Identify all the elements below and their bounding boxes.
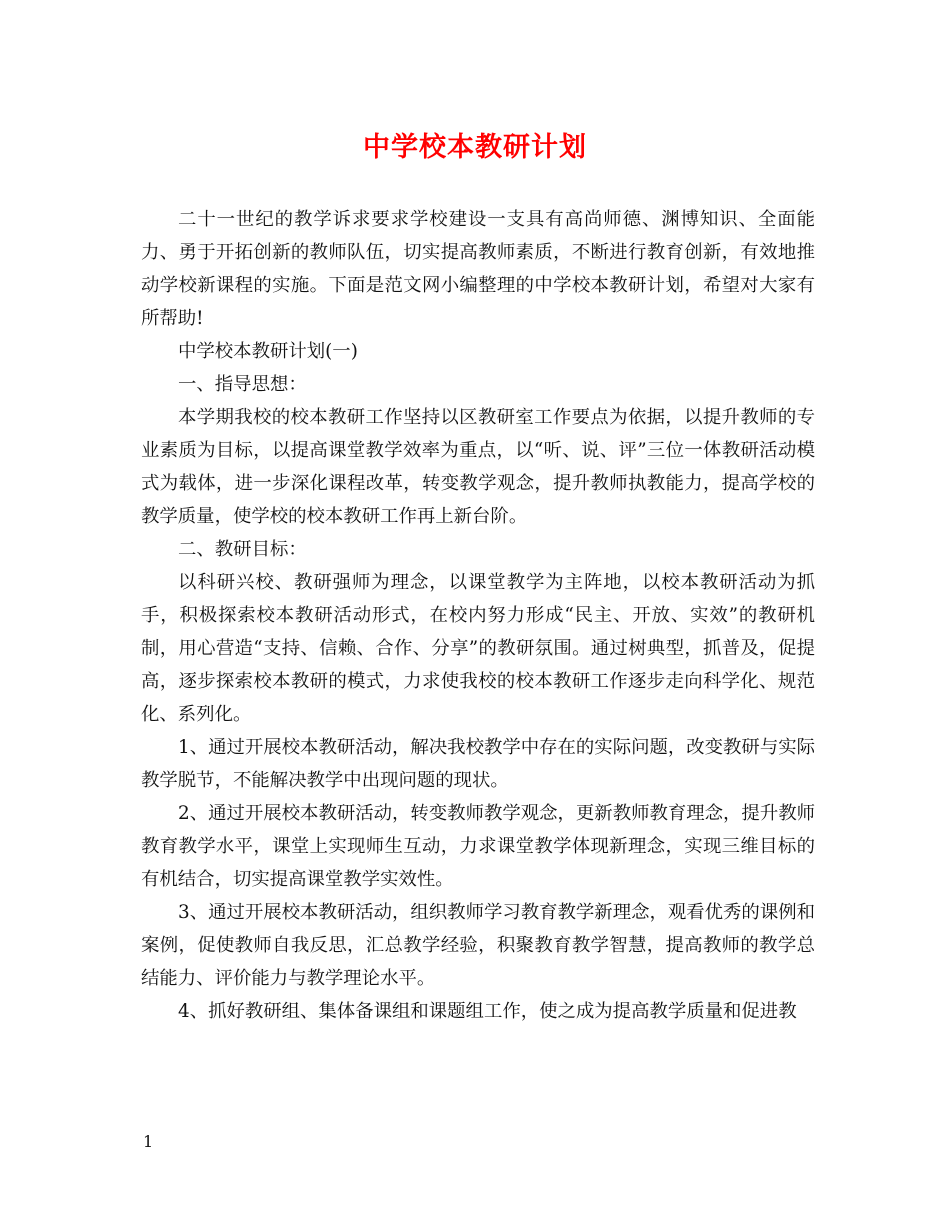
page-number: 1 xyxy=(143,1132,154,1151)
guiding-thought-paragraph: 本学期我校的校本教研工作坚持以区教研室工作要点为依据，以提升教师的专业素质为目标，以提高课堂教学效率为重点，以“听、说、评”三位一体教研活动模式为载体，进一步深化课程改革，转变教学观念，提升教师执教能力，提高学校的教学质量，使学校的校本教研工作再上新台阶。 xyxy=(141,407,815,527)
goal-item-1: 1、通过开展校本教研活动，解决我校教学中存在的实际问题，改变教研与实际教学脱节，不能解决教学中出现问题的现状。 xyxy=(141,737,815,791)
section-heading-plan-one: 中学校本教研计划(一) xyxy=(178,341,358,362)
goal-item-3: 3、通过开展校本教研活动，组织教师学习教育教学新理念，观看优秀的课例和案例，促使教师自我反思，汇总教学经验，积聚教育教学智慧，提高教师的教学总结能力、评价能力与教学理论水平。 xyxy=(141,902,815,989)
section-heading-research-goals: 二、教研目标： xyxy=(178,539,307,560)
goal-item-4: 4、抓好教研组、集体备课组和课题组工作，使之成为提高教学质量和促进教 xyxy=(178,1001,797,1022)
intro-paragraph: 二十一世纪的教学诉求要求学校建设一支具有高尚师德、渊博知识、全面能力、勇于开拓创新的教师队伍，切实提高教师素质，不断进行教育创新，有效地推动学校新课程的实施。下面是范文网小编整理的中学校本教研计划，希望对大家有所帮助! xyxy=(141,209,815,329)
document-title: 中学校本教研计划 xyxy=(363,132,587,163)
goal-item-2: 2、通过开展校本教研活动，转变教师教学观念，更新教师教育理念，提升教师教育教学水平，课堂上实现师生互动，力求课堂教学体现新理念，实现三维目标的有机结合，切实提高课堂教学实效性。 xyxy=(141,803,815,890)
document-body xyxy=(141,203,815,1028)
section-heading-guiding-thought: 一、指导思想： xyxy=(178,374,307,395)
research-goals-paragraph: 以科研兴校、教研强师为理念，以课堂教学为主阵地，以校本教研活动为抓手，积极探索校本教研活动形式，在校内努力形成“民主、开放、实效”的教研机制，用心营造“支持、信赖、合作、分享”的教研氛围。通过树典型，抓普及，促提高，逐步探索校本教研的模式，力求使我校的校本教研工作逐步走向科学化、规范化、系列化。 xyxy=(141,572,815,725)
